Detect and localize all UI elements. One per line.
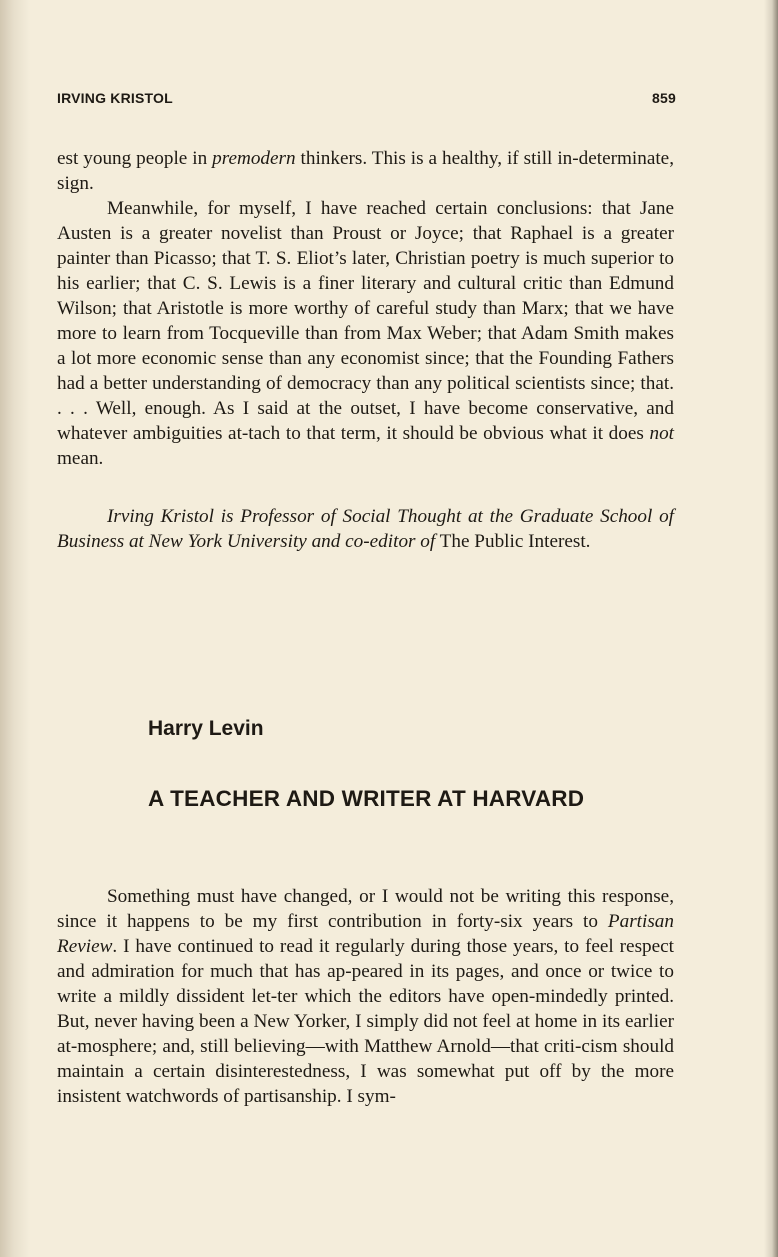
- journal-title: The Public Interest.: [435, 531, 591, 552]
- kristol-essay-ending: [57, 146, 674, 471]
- section-title: A TEACHER AND WRITER AT HARVARD: [148, 786, 585, 811]
- emphasis: not: [649, 423, 674, 444]
- paragraph: est young people in premodern thinkers. This is a healthy, if still in-determinate, sign.: [57, 148, 674, 194]
- paragraph: Meanwhile, for myself, I have reached certain conclusions: that Jane Austen is a greater novelist than Proust or Joyce; that Raphael is a greater painter than Picasso; that T. S. Eliot’s later, Christian poetry is much superior to his earlier; that C. S. Lewis is a finer literary and cultural critic than Edmund Wilson; that Aristotle is more worthy of careful study than Marx; that we have more to learn from Tocqueville than from Max Weber; that Adam Smith makes a lot more economic sense than any economist since; that the Founding Fathers had a better understanding of democracy than any political scientists since; that. . . . Well, enough. As I said at the outset, I have become conservative, and whatever ambiguities at-tach to that term, it should be obvious what it does not mean.: [57, 198, 674, 469]
- running-head-author: IRVING KRISTOL: [57, 90, 173, 106]
- journal-title: Partisan Review: [57, 911, 674, 957]
- running-head: [57, 90, 676, 110]
- author-bio: [57, 504, 674, 554]
- page-number: 859: [652, 90, 676, 106]
- section-author: Harry Levin: [148, 717, 264, 740]
- bio-note: Irving Kristol is Professor of Social Thought at the Graduate School of Business at New York University and co-editor of The Public Interest.: [57, 506, 674, 552]
- paragraph: Something must have changed, or I would not be writing this response, since it happens to be my first contribution in forty-six years to Partisan Review. I have continued to read it regularly during those years, to feel respect and admiration for much that has ap-peared in its pages, and once or twice to write a mildly dissident let-ter which the editors have open-mindedly printed. But, never having been a New Yorker, I simply did not feel at home in its earlier at-mosphere; and, still believing—with Matthew Arnold—that criti-cism should maintain a certain disinterestedness, I was somewhat put off by the more insistent watchwords of partisanship. I sym-: [57, 886, 674, 1107]
- levin-essay-opening: [57, 884, 674, 1109]
- emphasis: premodern: [212, 148, 296, 169]
